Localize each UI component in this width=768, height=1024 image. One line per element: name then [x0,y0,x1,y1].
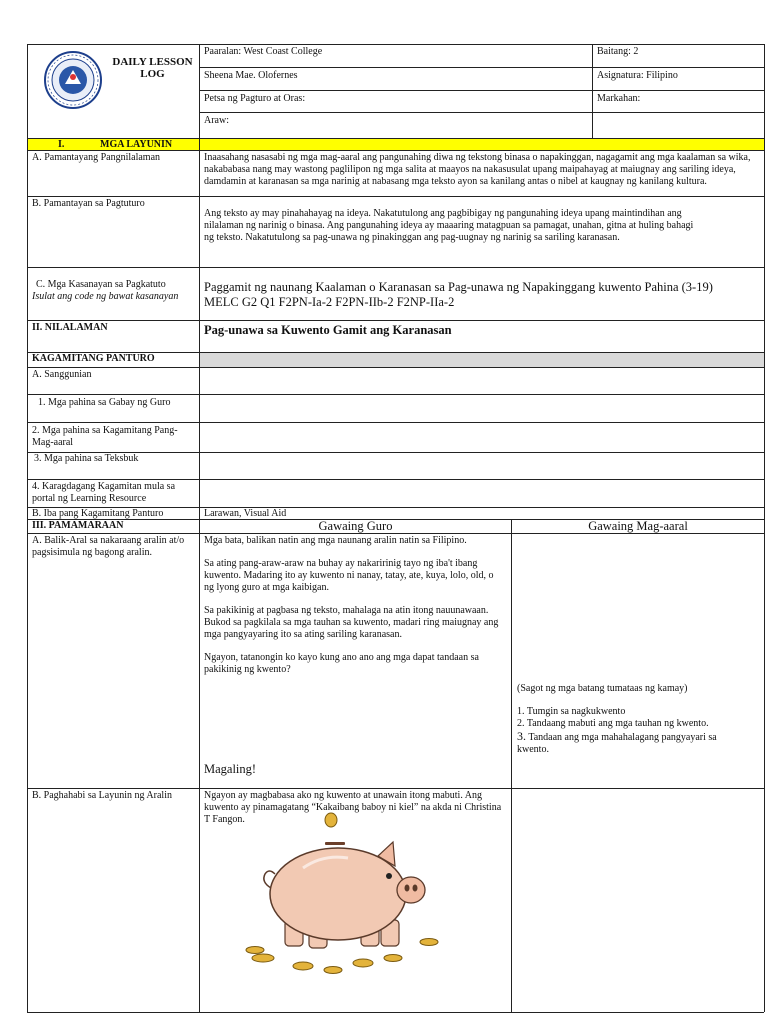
lesson-content: Pag-unawa sa Kuwento Gamit ang Karanasan [204,323,452,337]
procedures-title: III. PAMAMARAAN [32,520,124,531]
objectives-number: I. [58,139,65,150]
day-field: Araw: [204,115,229,126]
review-label: A. Balik-Aral sa nakaraang aralin at/o pagsisimula ng bagong aralin. [32,535,185,558]
student-answer-3 [517,730,742,756]
lr-portal-label: 4. Karagdagang Kagamitan mula sa portal ng Learning Resource [32,481,176,504]
competencies-text: Paggamit ng naunang Kaalaman o Karanasan sa Pag-unawa ng Napakinggang kuwento Pahina (3-19) MELC G2 Q1 F2PN-Ia-2 F2PN-IIb-2 F2NP-IIa-2 [204,280,713,309]
other-materials-label: B. Iba pang Kagamitang Panturo [32,508,164,519]
references-label: A. Sanggunian [32,369,92,380]
teacher-guide-label: 1. Mga pahina sa Gabay ng Guro [38,397,171,408]
subject-field: Asignatura: Filipino [597,70,678,81]
teacher-review-text [204,535,504,687]
content-section-title: II. NILALAMAN [32,322,108,333]
teacher-review-p3: Sa pakikinig at pagbasa ng teksto, mahalaga na atin itong nauunawaan. Bukod sa pagkilala sa mga tauhan sa kuwento, madari ring maiugnay ang mga pangyayaring ito sa ating sariling karanasan. [204,605,499,640]
student-answer-3-number: 3. [517,729,526,743]
other-materials-value: Larawan, Visual Aid [204,508,287,519]
teacher-review-p4: Ngayon, tatanongin ko kayo kung ano ano ang mga dapat tandaan sa pakikinig ng kwento? [204,652,479,675]
teacher-praise: Magaling! [204,762,257,776]
piggy-bank-illustration [243,808,443,976]
student-answer-2: 2. Tandaang mabuti ang mga tauhan ng kwento. [517,718,709,729]
date-time-field: Petsa ng Pagturo at Oras: [204,93,306,104]
student-activity-header: Gawaing Mag-aaral [588,519,688,533]
competencies-label: C. Mga Kasanayan sa Pagkatuto [36,279,166,290]
dll-title-line2: LOG [140,68,165,80]
student-answer-1: 1. Tumgin sa nagkukwento [517,706,626,717]
materials-header-band [200,352,764,367]
performance-standard-text: Ang teksto ay may pinahahayag na ideya. Nakatutulong ang pagbibigay ng pangunahing ideya upang maintindihan ang nilalaman ng narinig o binasa. Ang pangunahing ideya ay maaaring matagpuan sa pamagat, unahan, gitna at huling bahagi ng teksto. Nakatutulong sa pag-unawa ng pinakinggan ang pag-uugnay ng narinig sa sariling karanasan. [204,208,694,243]
learner-material-label: 2. Mga pahina sa Kagamitang Pang-Mag-aaral [32,425,178,448]
teacher-field: Sheena Mae. Olofernes [204,70,298,81]
content-standard-label: A. Pamantayang Pangnilalaman [32,152,161,163]
motive-label: B. Paghahabi sa Layunin ng Aralin [32,790,172,801]
quarter-field: Markahan: [597,93,641,104]
student-answer-3-text: Tandaan ang mga mahahalagang pangyayari sa kwento. [517,732,717,755]
teacher-motive-text: Ngayon ay magbabasa ako ng kuwento at unawain itong mabuti. Ang kuwento ay pinamagatang “Kakaibang baboy ni kiel” na akda ni Christina T Fangon. [204,790,502,825]
teacher-review-p2: Sa ating pang-araw-araw na buhay ay nakaririnig tayo ng iba't ibang kuwento. Madaring ito ay kuwento ni nanay, tatay, ate, kuya, lolo, old, o ng lyong guro at mga kaibigan. [204,558,494,593]
student-answers-intro: (Sagot ng mga batang tumataas ng kamay) [517,683,688,694]
competencies-sublabel: Isulat ang code ng bawat kasanayan [32,291,179,302]
materials-title: KAGAMITANG PANTURO [32,353,155,364]
teacher-activity-header: Gawaing Guro [318,519,393,533]
student-answers [517,683,742,756]
teacher-review-p1: Mga bata, balikan natin ang mga naunang aralin natin sa Filipino. [204,535,467,546]
objectives-title: MGA LAYUNIN [100,139,173,150]
content-standard-text: Inaasahang nasasabi ng mga mag-aaral ang pangunahing diwa ng tekstong binasa o napakinggan, nagagamit ang mga kaalaman sa wika, nakababasa nang may wastong paglilipon ng mga salita at maayos na nakasusulat upang maipahayag at maiugnay ang sariling ideya, damdamin at karanasan sa mga narinig at nabasang mga teksto ayon sa kanilang antas o nibel at kaugnay ng kanilang kultura. [204,152,751,187]
dll-title-line1: DAILY LESSON [112,56,193,68]
performance-standard-label: B. Pamantayan sa Pagtuturo [32,198,145,209]
grade-field: Baitang: 2 [597,46,639,57]
school-field: Paaralan: West Coast College [204,46,323,57]
deped-logo [41,50,105,110]
textbook-label: 3. Mga pahina sa Teksbuk [34,453,139,464]
